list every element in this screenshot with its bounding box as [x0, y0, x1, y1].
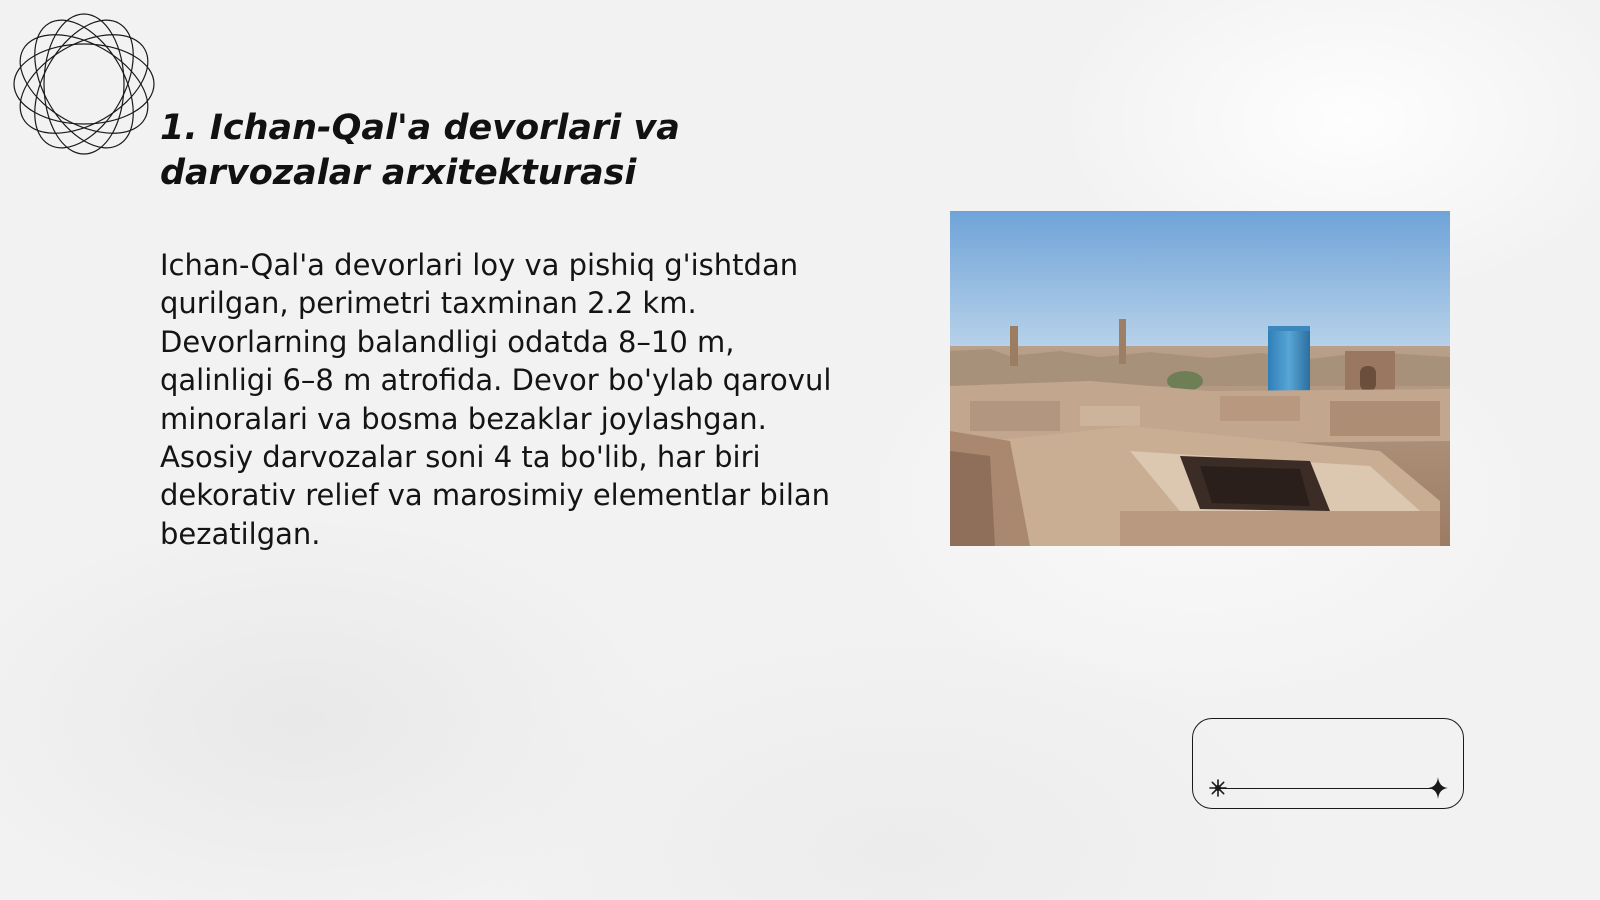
- khiva-old-city-aerial-photo: [950, 211, 1450, 546]
- slide-body-text: Ichan-Qal'a devorlari loy va pishiq g'ishtdan qurilgan, perimetri taxminan 2.2 km. Devorlarning balandligi odatda 8–10 m, qalinligi 6–8 m atrofida. Devor bo'ylab qarovul minoralari va bosma bezaklar joylashgan. Asosiy darvozalar soni 4 ta bo'lib, har biri dekorativ relief va marosimiy elementlar bilan bezatilgan.: [160, 248, 832, 551]
- sparkle-dot-icon: [1207, 777, 1229, 799]
- geometric-rosette-icon: [12, 12, 156, 156]
- slide-title: 1. Ichan-Qal'a devorlari va darvozalar arxitekturasi: [160, 108, 680, 193]
- four-point-star-icon: [1427, 776, 1449, 800]
- slide-navigation-panel: [1192, 718, 1464, 809]
- progress-line: [1219, 788, 1437, 789]
